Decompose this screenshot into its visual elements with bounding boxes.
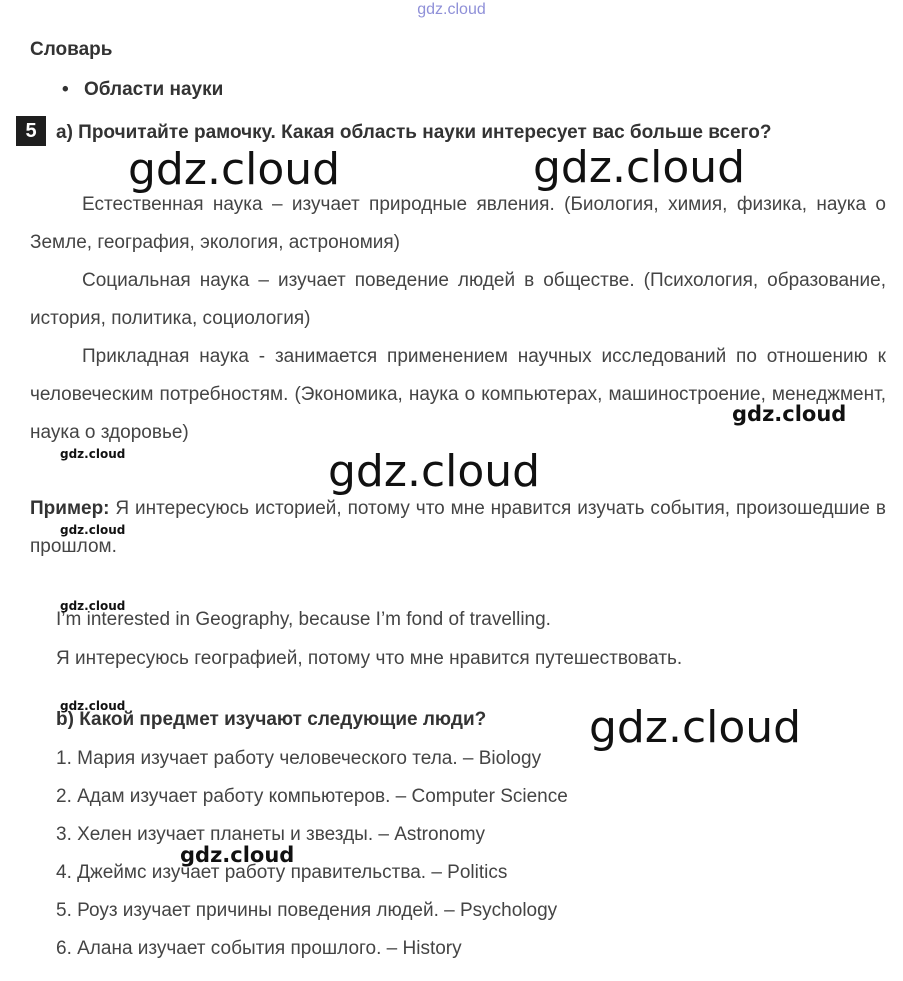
list-item: 1. Мария изучает работу человеческого тела. – Biology bbox=[56, 748, 542, 769]
paragraph-applied-science: Прикладная наука - занимается применением научных исследований по отношению к человеческим потребностям. (Экономика, наука о компьютерах, машиностроение, менеджмент, наука о здоровье) bbox=[30, 346, 886, 443]
bullet-text: Области науки bbox=[84, 79, 224, 100]
example-block bbox=[30, 490, 886, 566]
watermark: gdz.cloud bbox=[60, 699, 126, 713]
watermark: gdz.cloud bbox=[60, 523, 126, 537]
watermark: gdz.cloud bbox=[60, 447, 126, 461]
list-item: 6. Алана изучает события прошлого. – History bbox=[56, 938, 462, 959]
bullet-icon: • bbox=[62, 79, 69, 100]
answer-english: I’m interested in Geography, because I’m fond of travelling. bbox=[56, 609, 551, 630]
bullet-item bbox=[62, 79, 223, 101]
list-item: 2. Адам изучает работу компьютеров. – Computer Science bbox=[56, 786, 568, 807]
paragraph-natural-science: Естественная наука – изучает природные явления. (Биология, химия, физика, наука о Земле, география, экология, астрономия) bbox=[30, 194, 886, 253]
watermark: gdz.cloud bbox=[180, 843, 295, 867]
example-text: Я интересуюсь историей, потому что мне нравится изучать события, произошедшие в прошлом. bbox=[30, 498, 886, 557]
watermark: gdz.cloud bbox=[128, 144, 341, 195]
list-item: 3. Хелен изучает планеты и звезды. – Astronomy bbox=[56, 824, 486, 845]
example-label: Пример: bbox=[30, 498, 110, 519]
top-watermark: gdz.cloud bbox=[417, 1, 486, 18]
watermark: gdz.cloud bbox=[533, 142, 746, 193]
question-b: b) Какой предмет изучают следующие люди? bbox=[56, 709, 487, 730]
watermark: gdz.cloud bbox=[328, 446, 541, 497]
watermark: gdz.cloud bbox=[589, 702, 802, 753]
list-item: 4. Джеймс изучает работу правительства. – Politics bbox=[56, 862, 508, 883]
watermark: gdz.cloud bbox=[60, 599, 126, 613]
paragraph-social-science: Социальная наука – изучает поведение людей в обществе. (Психология, образование, история, политика, социология) bbox=[30, 270, 886, 329]
watermark: gdz.cloud bbox=[732, 402, 847, 426]
vocabulary-heading: Словарь bbox=[30, 39, 113, 60]
list-item: 5. Роуз изучает причины поведения людей. – Psychology bbox=[56, 900, 558, 921]
question-a: a) Прочитайте рамочку. Какая область науки интересует вас больше всего? bbox=[56, 122, 772, 143]
exercise-number-badge: 5 bbox=[16, 116, 46, 146]
answer-russian: Я интересуюсь географией, потому что мне нравится путешествовать. bbox=[56, 648, 683, 669]
